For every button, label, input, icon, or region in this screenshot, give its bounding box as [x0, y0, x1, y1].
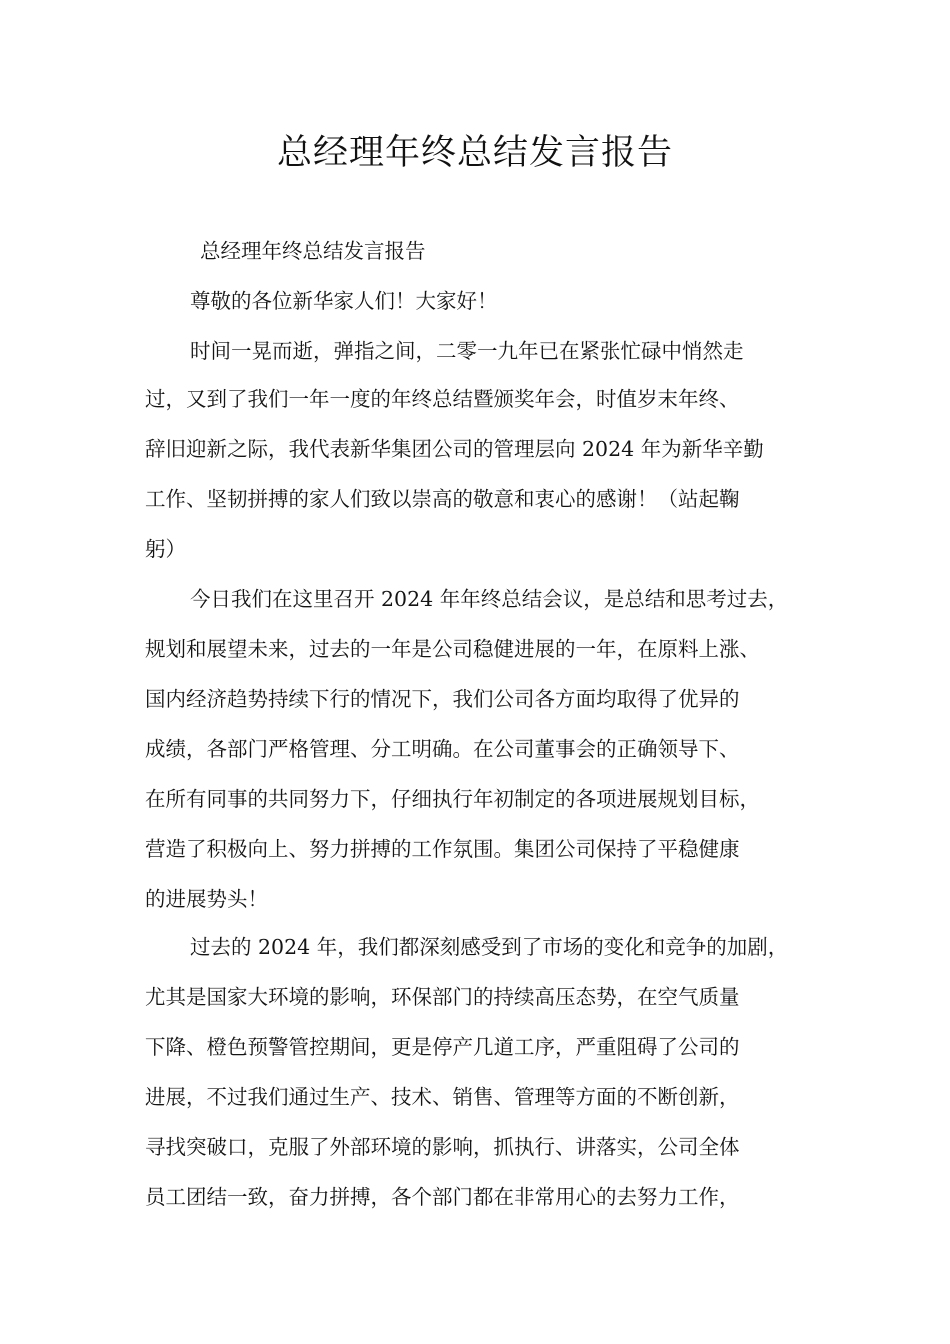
- paragraph-line: 过去的 2024 年，我们都深刻感受到了市场的变化和竞争的加剧，: [190, 935, 789, 959]
- paragraph-line: 工作、坚韧拼搏的家人们致以崇高的敬意和衷心的感谢！（站起鞠: [145, 487, 740, 511]
- paragraph-line: 在所有同事的共同努力下，仔细执行年初制定的各项进展规划目标，: [145, 787, 760, 811]
- paragraph-line: 的进展势头！: [145, 887, 268, 911]
- paragraph-line: 寻找突破口，克服了外部环境的影响，抓执行、讲落实，公司全体: [145, 1135, 740, 1159]
- paragraph-line: 辞旧迎新之际，我代表新华集团公司的管理层向 2024 年为新华辛勤: [145, 437, 764, 461]
- greeting-line: 尊敬的各位新华家人们！大家好！: [190, 289, 498, 313]
- document-title: 总经理年终总结发言报告: [276, 133, 673, 173]
- paragraph-line: 躬）: [145, 537, 186, 561]
- paragraph-line: 尤其是国家大环境的影响，环保部门的持续高压态势，在空气质量: [145, 985, 740, 1009]
- paragraph-line: 过，又到了我们一年一度的年终总结暨颁奖年会，时值岁末年终、: [145, 387, 740, 411]
- paragraph-line: 今日我们在这里召开 2024 年年终总结会议，是总结和思考过去，: [190, 587, 789, 611]
- paragraph-line: 时间一晃而逝，弹指之间，二零一九年已在紧张忙碌中悄然走: [190, 339, 744, 363]
- paragraph-line: 规划和展望未来，过去的一年是公司稳健进展的一年，在原料上涨、: [145, 637, 760, 661]
- paragraph-line: 下降、橙色预警管控期间，更是停产几道工序，严重阻碍了公司的: [145, 1035, 740, 1059]
- paragraph-line: 员工团结一致，奋力拼搏，各个部门都在非常用心的去努力工作，: [145, 1185, 740, 1209]
- paragraph-line: 成绩，各部门严格管理、分工明确。在公司董事会的正确领导下、: [145, 737, 740, 761]
- paragraph-line: 进展，不过我们通过生产、技术、销售、管理等方面的不断创新，: [145, 1085, 740, 1109]
- subtitle-line: 总经理年终总结发言报告: [200, 239, 426, 263]
- paragraph-line: 营造了积极向上、努力拼搏的工作氛围。集团公司保持了平稳健康: [145, 837, 740, 861]
- paragraph-line: 国内经济趋势持续下行的情况下，我们公司各方面均取得了优异的: [145, 687, 740, 711]
